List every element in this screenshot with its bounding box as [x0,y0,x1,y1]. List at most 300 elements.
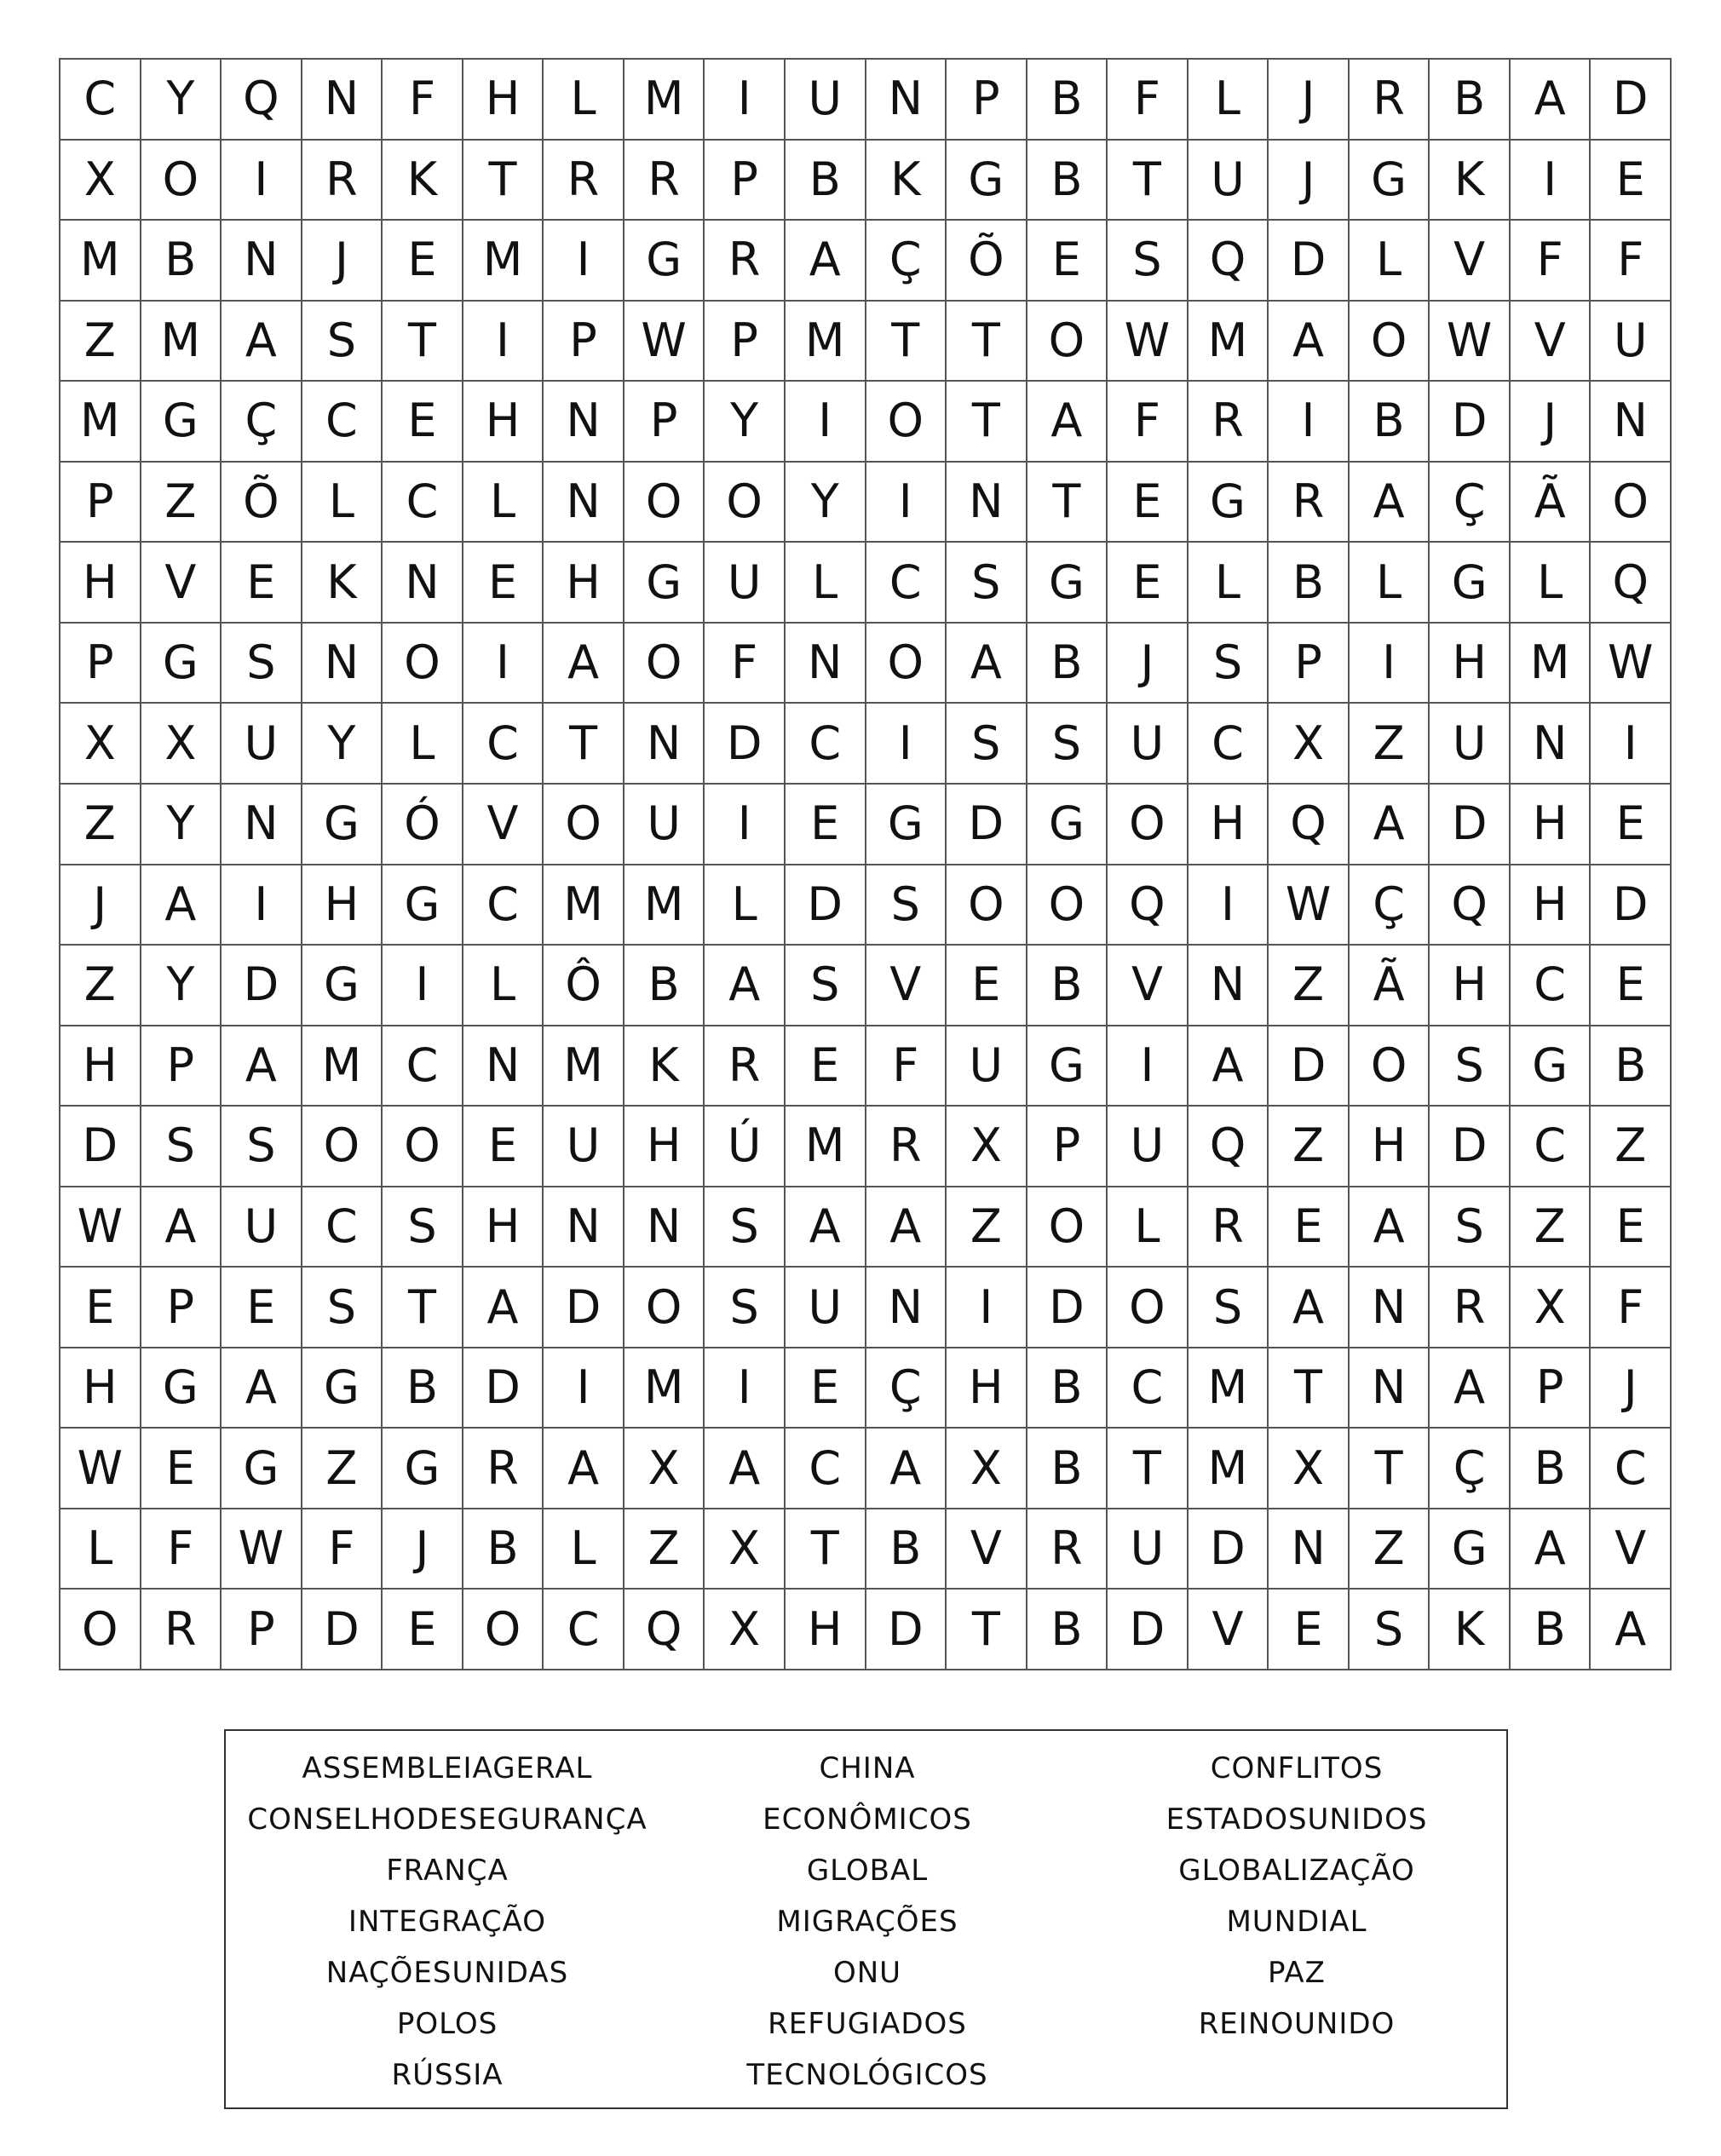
grid-cell[interactable]: X [947,1429,1027,1509]
grid-cell[interactable]: N [1350,1268,1430,1348]
grid-cell[interactable]: E [1591,785,1672,865]
grid-cell[interactable]: E [141,1429,222,1509]
grid-cell[interactable]: U [786,60,866,141]
grid-cell[interactable]: D [463,1348,544,1429]
grid-cell[interactable]: F [1108,60,1189,141]
grid-cell[interactable]: I [705,785,786,865]
grid-cell[interactable]: U [786,1268,866,1348]
grid-cell[interactable]: I [866,704,947,785]
grid-cell[interactable]: E [60,1268,141,1348]
grid-cell[interactable]: W [1591,624,1672,704]
grid-cell[interactable]: J [1269,141,1350,221]
grid-cell[interactable]: V [1591,1509,1672,1590]
grid-cell[interactable]: D [1269,1026,1350,1107]
grid-cell[interactable]: W [625,302,705,382]
grid-cell[interactable]: T [1350,1429,1430,1509]
grid-cell[interactable]: W [60,1429,141,1509]
grid-cell[interactable]: C [786,1429,866,1509]
grid-cell[interactable]: S [1350,1590,1430,1670]
grid-cell[interactable]: R [141,1590,222,1670]
grid-cell[interactable]: Y [705,382,786,463]
grid-cell[interactable]: G [302,946,383,1026]
grid-cell[interactable]: G [302,785,383,865]
grid-cell[interactable]: E [222,543,302,624]
grid-cell[interactable]: E [1269,1590,1350,1670]
grid-cell[interactable]: B [1027,946,1108,1026]
grid-cell[interactable]: W [222,1509,302,1590]
grid-cell[interactable]: I [1350,624,1430,704]
grid-cell[interactable]: Z [1269,946,1350,1026]
grid-cell[interactable]: T [786,1509,866,1590]
grid-cell[interactable]: A [866,1187,947,1268]
grid-cell[interactable]: P [141,1026,222,1107]
grid-cell[interactable]: I [1108,1026,1189,1107]
grid-cell[interactable]: O [625,1268,705,1348]
grid-cell[interactable]: S [1027,704,1108,785]
grid-cell[interactable]: M [141,302,222,382]
grid-cell[interactable]: P [1269,624,1350,704]
grid-cell[interactable]: C [60,60,141,141]
grid-cell[interactable]: T [947,382,1027,463]
grid-cell[interactable]: Ó [383,785,463,865]
grid-cell[interactable]: L [544,60,625,141]
grid-cell[interactable]: E [1108,543,1189,624]
grid-cell[interactable]: C [463,704,544,785]
grid-cell[interactable]: A [544,624,625,704]
grid-cell[interactable]: N [786,624,866,704]
grid-cell[interactable]: D [866,1590,947,1670]
grid-cell[interactable]: S [947,543,1027,624]
grid-cell[interactable]: I [222,865,302,946]
grid-cell[interactable]: R [544,141,625,221]
grid-cell[interactable]: R [463,1429,544,1509]
grid-cell[interactable]: Z [1591,1107,1672,1187]
grid-cell[interactable]: B [1027,1348,1108,1429]
grid-cell[interactable]: Ç [222,382,302,463]
grid-cell[interactable]: D [1430,382,1511,463]
grid-cell[interactable]: W [1430,302,1511,382]
grid-cell[interactable]: Z [1269,1107,1350,1187]
grid-cell[interactable]: E [383,221,463,302]
grid-cell[interactable]: Y [141,60,222,141]
grid-cell[interactable]: L [1189,60,1269,141]
grid-cell[interactable]: Ç [1430,1429,1511,1509]
grid-cell[interactable]: W [1269,865,1350,946]
grid-cell[interactable]: M [60,221,141,302]
grid-cell[interactable]: S [222,1107,302,1187]
grid-cell[interactable]: G [625,543,705,624]
grid-cell[interactable]: A [1027,382,1108,463]
grid-cell[interactable]: C [1591,1429,1672,1509]
grid-cell[interactable]: H [1350,1107,1430,1187]
grid-cell[interactable]: G [302,1348,383,1429]
grid-cell[interactable]: H [463,382,544,463]
grid-cell[interactable]: Õ [947,221,1027,302]
grid-cell[interactable]: U [1591,302,1672,382]
grid-cell[interactable]: M [1189,1429,1269,1509]
grid-cell[interactable]: V [866,946,947,1026]
grid-cell[interactable]: O [1027,302,1108,382]
grid-cell[interactable]: L [383,704,463,785]
grid-cell[interactable]: O [1108,1268,1189,1348]
grid-cell[interactable]: I [1511,141,1591,221]
grid-cell[interactable]: P [947,60,1027,141]
grid-cell[interactable]: L [1350,543,1430,624]
grid-cell[interactable]: M [544,1026,625,1107]
grid-cell[interactable]: V [1430,221,1511,302]
grid-cell[interactable]: L [60,1509,141,1590]
grid-cell[interactable]: B [1027,624,1108,704]
grid-cell[interactable]: N [625,1187,705,1268]
grid-cell[interactable]: O [1027,1187,1108,1268]
grid-cell[interactable]: G [1511,1026,1591,1107]
grid-cell[interactable]: Q [1430,865,1511,946]
grid-cell[interactable]: I [544,221,625,302]
grid-cell[interactable]: S [383,1187,463,1268]
grid-cell[interactable]: G [383,865,463,946]
grid-cell[interactable]: H [1189,785,1269,865]
grid-cell[interactable]: B [1430,60,1511,141]
grid-cell[interactable]: G [866,785,947,865]
grid-cell[interactable]: O [625,624,705,704]
grid-cell[interactable]: T [947,302,1027,382]
grid-cell[interactable]: E [786,1026,866,1107]
grid-cell[interactable]: D [222,946,302,1026]
grid-cell[interactable]: O [463,1590,544,1670]
grid-cell[interactable]: X [60,141,141,221]
grid-cell[interactable]: F [141,1509,222,1590]
grid-cell[interactable]: I [463,624,544,704]
grid-cell[interactable]: S [1189,1268,1269,1348]
grid-cell[interactable]: C [1511,1107,1591,1187]
grid-cell[interactable]: B [866,1509,947,1590]
grid-cell[interactable]: E [1591,946,1672,1026]
grid-cell[interactable]: C [463,865,544,946]
grid-cell[interactable]: J [60,865,141,946]
grid-cell[interactable]: S [705,1268,786,1348]
grid-cell[interactable]: B [1511,1590,1591,1670]
grid-cell[interactable]: D [1027,1268,1108,1348]
grid-cell[interactable]: X [947,1107,1027,1187]
grid-cell[interactable]: M [1511,624,1591,704]
grid-cell[interactable]: X [625,1429,705,1509]
grid-cell[interactable]: R [1430,1268,1511,1348]
grid-cell[interactable]: R [1027,1509,1108,1590]
grid-cell[interactable]: V [141,543,222,624]
grid-cell[interactable]: A [786,221,866,302]
grid-cell[interactable]: R [1350,60,1430,141]
grid-cell[interactable]: L [463,946,544,1026]
grid-cell[interactable]: U [222,1187,302,1268]
grid-cell[interactable]: O [947,865,1027,946]
grid-cell[interactable]: N [866,1268,947,1348]
grid-cell[interactable]: O [1350,302,1430,382]
grid-cell[interactable]: B [1591,1026,1672,1107]
grid-cell[interactable]: X [1511,1268,1591,1348]
grid-cell[interactable]: I [866,463,947,543]
grid-cell[interactable]: X [705,1509,786,1590]
grid-cell[interactable]: L [1189,543,1269,624]
grid-cell[interactable]: D [786,865,866,946]
grid-cell[interactable]: G [141,624,222,704]
grid-cell[interactable]: H [60,543,141,624]
grid-cell[interactable]: S [1108,221,1189,302]
grid-cell[interactable]: Ã [1350,946,1430,1026]
grid-cell[interactable]: U [625,785,705,865]
grid-cell[interactable]: O [1350,1026,1430,1107]
grid-cell[interactable]: N [947,463,1027,543]
grid-cell[interactable]: Y [141,785,222,865]
grid-cell[interactable]: N [1350,1348,1430,1429]
grid-cell[interactable]: U [1430,704,1511,785]
grid-cell[interactable]: S [1189,624,1269,704]
grid-cell[interactable]: F [1591,1268,1672,1348]
grid-cell[interactable]: N [1189,946,1269,1026]
grid-cell[interactable]: X [1269,1429,1350,1509]
grid-cell[interactable]: Ô [544,946,625,1026]
grid-cell[interactable]: P [625,382,705,463]
grid-cell[interactable]: R [302,141,383,221]
grid-cell[interactable]: K [302,543,383,624]
grid-cell[interactable]: O [866,382,947,463]
grid-cell[interactable]: X [141,704,222,785]
grid-cell[interactable]: Y [786,463,866,543]
grid-cell[interactable]: O [383,624,463,704]
grid-cell[interactable]: I [383,946,463,1026]
grid-cell[interactable]: T [866,302,947,382]
grid-cell[interactable]: P [705,141,786,221]
grid-cell[interactable]: H [947,1348,1027,1429]
grid-cell[interactable]: K [866,141,947,221]
grid-cell[interactable]: G [383,1429,463,1509]
grid-cell[interactable]: F [866,1026,947,1107]
grid-cell[interactable]: I [1269,382,1350,463]
grid-cell[interactable]: D [302,1590,383,1670]
grid-cell[interactable]: C [866,543,947,624]
grid-cell[interactable]: Q [1269,785,1350,865]
grid-cell[interactable]: N [1511,704,1591,785]
grid-cell[interactable]: V [1511,302,1591,382]
grid-cell[interactable]: S [141,1107,222,1187]
grid-cell[interactable]: I [705,60,786,141]
grid-cell[interactable]: Z [141,463,222,543]
grid-cell[interactable]: N [222,785,302,865]
grid-cell[interactable]: J [1269,60,1350,141]
grid-cell[interactable]: R [705,1026,786,1107]
grid-cell[interactable]: M [1189,302,1269,382]
grid-cell[interactable]: D [1591,60,1672,141]
grid-cell[interactable]: H [463,1187,544,1268]
grid-cell[interactable]: V [947,1509,1027,1590]
grid-cell[interactable]: O [383,1107,463,1187]
grid-cell[interactable]: Z [60,946,141,1026]
grid-cell[interactable]: L [302,463,383,543]
grid-cell[interactable]: N [302,624,383,704]
grid-cell[interactable]: S [786,946,866,1026]
grid-cell[interactable]: T [544,704,625,785]
grid-cell[interactable]: T [1108,141,1189,221]
grid-cell[interactable]: O [1027,865,1108,946]
grid-cell[interactable]: S [1430,1187,1511,1268]
grid-cell[interactable]: M [544,865,625,946]
grid-cell[interactable]: N [463,1026,544,1107]
grid-cell[interactable]: A [1511,1509,1591,1590]
grid-cell[interactable]: H [60,1026,141,1107]
grid-cell[interactable]: B [1027,1429,1108,1509]
grid-cell[interactable]: Z [625,1509,705,1590]
grid-cell[interactable]: R [625,141,705,221]
grid-cell[interactable]: Z [60,785,141,865]
grid-cell[interactable]: L [544,1509,625,1590]
grid-cell[interactable]: A [1350,785,1430,865]
grid-cell[interactable]: H [1511,785,1591,865]
grid-cell[interactable]: Q [1189,221,1269,302]
grid-cell[interactable]: H [1511,865,1591,946]
grid-cell[interactable]: R [1269,463,1350,543]
grid-cell[interactable]: M [60,382,141,463]
grid-cell[interactable]: M [786,302,866,382]
grid-cell[interactable]: P [1027,1107,1108,1187]
grid-cell[interactable]: Y [141,946,222,1026]
grid-cell[interactable]: C [786,704,866,785]
grid-cell[interactable]: S [866,865,947,946]
grid-cell[interactable]: C [1511,946,1591,1026]
grid-cell[interactable]: R [1189,1187,1269,1268]
grid-cell[interactable]: K [383,141,463,221]
grid-cell[interactable]: E [463,1107,544,1187]
grid-cell[interactable]: L [1511,543,1591,624]
grid-cell[interactable]: G [141,382,222,463]
grid-cell[interactable]: N [544,382,625,463]
grid-cell[interactable]: X [60,704,141,785]
grid-cell[interactable]: L [705,865,786,946]
grid-cell[interactable]: O [705,463,786,543]
grid-cell[interactable]: A [1511,60,1591,141]
grid-cell[interactable]: Q [222,60,302,141]
grid-cell[interactable]: I [1591,704,1672,785]
grid-cell[interactable]: O [866,624,947,704]
grid-cell[interactable]: D [1591,865,1672,946]
grid-cell[interactable]: P [544,302,625,382]
grid-cell[interactable]: L [463,463,544,543]
grid-cell[interactable]: J [1511,382,1591,463]
grid-cell[interactable]: A [222,1348,302,1429]
grid-cell[interactable]: Ç [866,221,947,302]
grid-cell[interactable]: E [383,382,463,463]
grid-cell[interactable]: C [383,463,463,543]
grid-cell[interactable]: A [141,1187,222,1268]
grid-cell[interactable]: E [222,1268,302,1348]
grid-cell[interactable]: A [1269,302,1350,382]
grid-cell[interactable]: T [463,141,544,221]
grid-cell[interactable]: H [1430,624,1511,704]
grid-cell[interactable]: C [302,382,383,463]
grid-cell[interactable]: I [947,1268,1027,1348]
grid-cell[interactable]: G [1027,785,1108,865]
grid-cell[interactable]: T [383,302,463,382]
grid-cell[interactable]: A [1430,1348,1511,1429]
grid-cell[interactable]: W [60,1187,141,1268]
grid-cell[interactable]: D [1189,1509,1269,1590]
grid-cell[interactable]: M [625,865,705,946]
grid-cell[interactable]: D [705,704,786,785]
grid-cell[interactable]: C [544,1590,625,1670]
grid-cell[interactable]: Z [1350,1509,1430,1590]
grid-cell[interactable]: V [1108,946,1189,1026]
grid-cell[interactable]: A [786,1187,866,1268]
grid-cell[interactable]: H [1430,946,1511,1026]
grid-cell[interactable]: D [947,785,1027,865]
grid-cell[interactable]: N [302,60,383,141]
grid-cell[interactable]: N [544,1187,625,1268]
grid-cell[interactable]: T [947,1590,1027,1670]
grid-cell[interactable]: U [705,543,786,624]
grid-cell[interactable]: B [1027,1590,1108,1670]
grid-cell[interactable]: D [1269,221,1350,302]
grid-cell[interactable]: D [544,1268,625,1348]
grid-cell[interactable]: G [141,1348,222,1429]
grid-cell[interactable]: E [383,1590,463,1670]
grid-cell[interactable]: S [302,302,383,382]
grid-cell[interactable]: I [463,302,544,382]
grid-cell[interactable]: A [947,624,1027,704]
grid-cell[interactable]: N [625,704,705,785]
grid-cell[interactable]: D [60,1107,141,1187]
grid-cell[interactable]: G [1430,543,1511,624]
grid-cell[interactable]: G [1350,141,1430,221]
grid-cell[interactable]: J [383,1509,463,1590]
grid-cell[interactable]: O [625,463,705,543]
grid-cell[interactable]: U [1108,704,1189,785]
grid-cell[interactable]: K [1430,1590,1511,1670]
grid-cell[interactable]: A [222,1026,302,1107]
grid-cell[interactable]: D [1108,1590,1189,1670]
grid-cell[interactable]: G [1189,463,1269,543]
grid-cell[interactable]: A [1350,1187,1430,1268]
grid-cell[interactable]: E [1591,1187,1672,1268]
grid-cell[interactable]: H [625,1107,705,1187]
grid-cell[interactable]: H [544,543,625,624]
grid-cell[interactable]: B [625,946,705,1026]
grid-cell[interactable]: Ã [1511,463,1591,543]
grid-cell[interactable]: V [463,785,544,865]
grid-cell[interactable]: A [1350,463,1430,543]
grid-cell[interactable]: C [383,1026,463,1107]
grid-cell[interactable]: E [1591,141,1672,221]
grid-cell[interactable]: U [1108,1509,1189,1590]
grid-cell[interactable]: Z [1350,704,1430,785]
grid-cell[interactable]: G [625,221,705,302]
grid-cell[interactable]: W [1108,302,1189,382]
grid-cell[interactable]: G [1027,1026,1108,1107]
grid-cell[interactable]: G [1430,1509,1511,1590]
grid-cell[interactable]: Z [1511,1187,1591,1268]
grid-cell[interactable]: U [1189,141,1269,221]
grid-cell[interactable]: I [544,1348,625,1429]
grid-cell[interactable]: Õ [222,463,302,543]
grid-cell[interactable]: S [947,704,1027,785]
grid-cell[interactable]: U [544,1107,625,1187]
grid-cell[interactable]: R [1189,382,1269,463]
grid-cell[interactable]: E [786,1348,866,1429]
grid-cell[interactable]: B [463,1509,544,1590]
grid-cell[interactable]: A [866,1429,947,1509]
grid-cell[interactable]: L [786,543,866,624]
grid-cell[interactable]: B [1027,60,1108,141]
grid-cell[interactable]: S [222,624,302,704]
grid-cell[interactable]: Ç [1430,463,1511,543]
grid-cell[interactable]: A [222,302,302,382]
